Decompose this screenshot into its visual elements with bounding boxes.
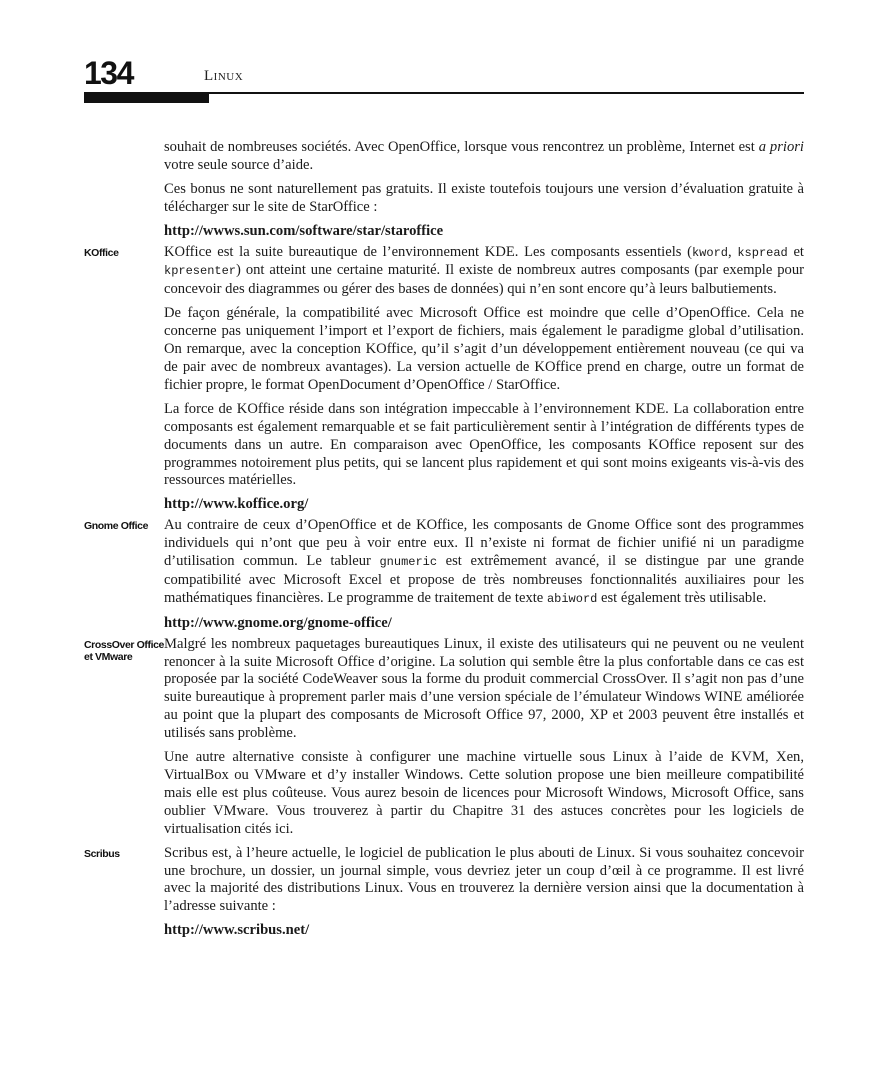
paragraph: Scribus est, à l’heure actuelle, le logiciel de publication le plus abouti de Linux. Si vous souhaitez concevoir une brochure, un dossier, un journal simple, vous devriez jeter un coup d’œil à ce programme. Il est livré avec la majorité des distributions Linux. Vous en trouverez la dernière version ainsi que la documentation à l’adresse suivante :: [164, 844, 804, 915]
margin-note-scribus: Scribus: [84, 847, 120, 860]
running-title: Linux: [204, 68, 244, 84]
paragraph: souhait de nombreuses sociétés. Avec OpenOffice, lorsque vous rencontrez un problème, Internet est a priori votre seule source d’aide.: [164, 139, 804, 173]
intro-section: [84, 139, 804, 244]
margin-note-koffice: KOffice: [84, 246, 119, 259]
gnome-office-section: [84, 517, 804, 635]
url-koffice: http://www.koffice.org/: [164, 496, 309, 513]
margin-note-empty: [84, 139, 164, 244]
paragraph: Une autre alternative consiste à configurer une machine virtuelle sous Linux à l’aide de KVM, Xen, VirtualBox ou VMware et d’y installer Windows. Cette solution propose une bien meilleure compatibilité mais elle est plus coûteuse. Vous aurez besoin de licences pour Microsoft Windows, Microsoft Office, sans oublier VMware. Vous trouverez à partir du Chapitre 31 des astuces concrètes pour les logiciels de virtualisation cités ici.: [164, 749, 804, 837]
koffice-section: [84, 244, 804, 518]
paragraph: De façon générale, la compatibilité avec Microsoft Office est moindre que celle d’OpenOffice. Cela ne concerne pas uniquement l’import et l’export de fichiers, mais également le paradigme global d’utilisation. On remarque, avec la conception KOffice, qu’il s’agit d’un développement entièrement nouveau (ce qui va de pair avec de nombreux avantages). La version actuelle de KOffice prend en charge, outre un format de fichier propre, le format OpenDocument d’OpenOffice / StarOffice.: [164, 305, 804, 393]
scribus-section: [84, 845, 804, 944]
paragraph: Ces bonus ne sont naturellement pas gratuits. Il existe toutefois toujours une version d’évaluation gratuite à télécharger sur le site de StarOffice :: [164, 180, 804, 215]
paragraph: KOffice est la suite bureautique de l’environnement KDE. Les composants essentiels (kword, kspread et kpresenter) ont atteint une certaine maturité. Il existe de nombreux autres composants (par exemple pour concevoir des diagrammes ou gérer des bases de données) qui n’en sont encore qu’à leurs balbutiements.: [164, 243, 804, 298]
url-staroffice: http://wwws.sun.com/software/star/staroffice: [164, 222, 444, 239]
paragraph: Au contraire de ceux d’OpenOffice et de KOffice, les composants de Gnome Office sont des programmes individuels qui n’ont que peu à voir entre eux. Il n’existe ni format de fichier unifié ni un paradigme d’utilisation commun. Le tableur gnumeric est extrêmement avancé, il se distingue par une grande compatibilité avec Microsoft Excel et propose de très nombreuses fonctionnalités auxiliaires pour les mathématiques financières. Le programme de traitement de texte abiword est également très utilisable.: [164, 517, 804, 606]
crossover-section: [84, 636, 804, 845]
header-rule-bar: [84, 94, 209, 103]
margin-note-crossover: CrossOver Office et VMware: [84, 638, 164, 663]
paragraph: La force de KOffice réside dans son intégration impeccable à l’environnement KDE. La collaboration entre composants est également remarquable et se fait particulièrement sentir à l’intégration de différents types de documents dans un autre. En comparaison avec OpenOffice, les composants KOffice reposent sur des programmes notoirement plus petits, qui se lancent plus rapidement et qui sont moins exigeants vis-à-vis des ressources matérielles.: [164, 400, 804, 489]
paragraph: Malgré les nombreux paquetages bureautiques Linux, il existe des utilisateurs qui ne peuvent ou ne veulent renoncer à la suite Microsoft Office d’origine. La solution qui semble être la plus confortable dans ce cas est proposée par la société CodeWeaver sous la forme du produit commercial CrossOver. Il s’agit non pas d’une suite bureautique à proprement parler mais d’une version spéciale de l’émulateur Windows WINE améliorée au point que la plupart des composants de Microsoft Office 97, 2000, XP et 2003 peuvent être installés et utilisés sans problème.: [164, 635, 804, 742]
url-scribus: http://www.scribus.net/: [164, 922, 310, 939]
page-number: 134: [84, 55, 133, 91]
margin-note-gnome-office: Gnome Office: [84, 520, 149, 533]
page-header: [84, 56, 804, 106]
page-body: [84, 139, 804, 943]
url-gnome-office: http://www.gnome.org/gnome-office/: [164, 614, 392, 631]
